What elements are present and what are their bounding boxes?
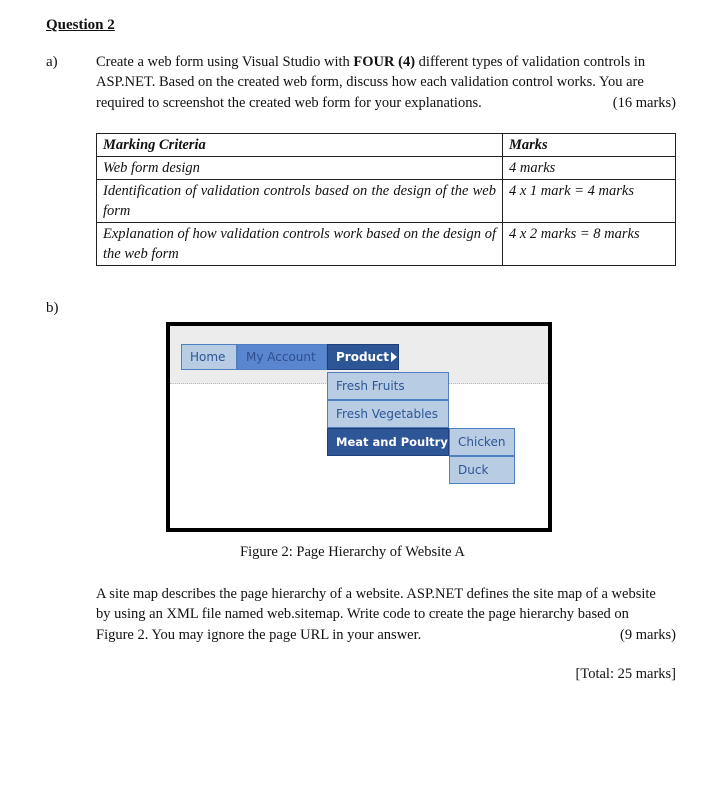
- part-b-label: b): [46, 300, 59, 316]
- header-criteria: Marking Criteria: [97, 134, 503, 157]
- row-criteria: Web form design: [97, 157, 503, 180]
- submenu-item-chicken[interactable]: Chicken: [449, 428, 515, 456]
- menu-item-product[interactable]: Product: [327, 344, 399, 370]
- marking-criteria-table: [96, 133, 676, 266]
- part-b-line-2: by using an XML file named web.sitemap. Write code to create the page hierarchy based on: [96, 606, 629, 623]
- row-marks: 4 x 2 marks = 8 marks: [503, 223, 676, 266]
- row-marks: 4 marks: [503, 157, 676, 180]
- submenu-item-meat-poultry[interactable]: Meat and Poultry: [327, 428, 449, 456]
- part-b-line-1: A site map describes the page hierarchy of a website. ASP.NET defines the site map of a website: [96, 586, 656, 602]
- part-a-line-1: Create a web form using Visual Studio with FOUR (4) different types of validation controls in: [96, 54, 646, 70]
- figure-caption: Figure 2: Page Hierarchy of Website A: [240, 544, 465, 560]
- row-marks: 4 x 1 mark = 4 marks: [503, 180, 676, 223]
- part-a-line-3: required to screenshot the created web form for your explanations. (16 marks): [96, 93, 676, 113]
- part-b-marks: (9 marks): [620, 626, 676, 643]
- part-a-label: a): [46, 54, 58, 70]
- row-criteria: Identification of validation controls based on the design of the web form: [97, 180, 503, 223]
- table-row: [97, 157, 676, 180]
- part-b-line-3: Figure 2. You may ignore the page URL in your answer. (9 marks): [96, 625, 676, 645]
- part-b-question: [96, 584, 676, 645]
- table-row: [97, 180, 676, 223]
- submenu-item-duck[interactable]: Duck: [449, 456, 515, 484]
- submenu-item-fresh-fruits[interactable]: Fresh Fruits: [327, 372, 449, 400]
- table-row: [97, 223, 676, 266]
- submenu-item-fresh-vegetables[interactable]: Fresh Vegetables: [327, 400, 449, 428]
- menu-item-my-account[interactable]: My Account: [237, 344, 327, 370]
- figure-2-menu-screenshot: [166, 322, 552, 532]
- submenu-arrow-icon: [391, 352, 397, 362]
- table-header-row: [97, 134, 676, 157]
- part-a-bold-count: FOUR (4): [353, 54, 416, 70]
- total-marks: [Total: 25 marks]: [575, 666, 676, 682]
- menu-item-home[interactable]: Home: [181, 344, 237, 370]
- part-a-marks: (16 marks): [612, 94, 676, 111]
- header-marks: Marks: [503, 134, 676, 157]
- part-a-line-2: ASP.NET. Based on the created web form, discuss how each validation control works. You are: [96, 74, 644, 91]
- part-a-question: [96, 52, 676, 113]
- row-criteria: Explanation of how validation controls work based on the design of the web form: [97, 223, 503, 266]
- question-heading: Question 2: [46, 17, 115, 33]
